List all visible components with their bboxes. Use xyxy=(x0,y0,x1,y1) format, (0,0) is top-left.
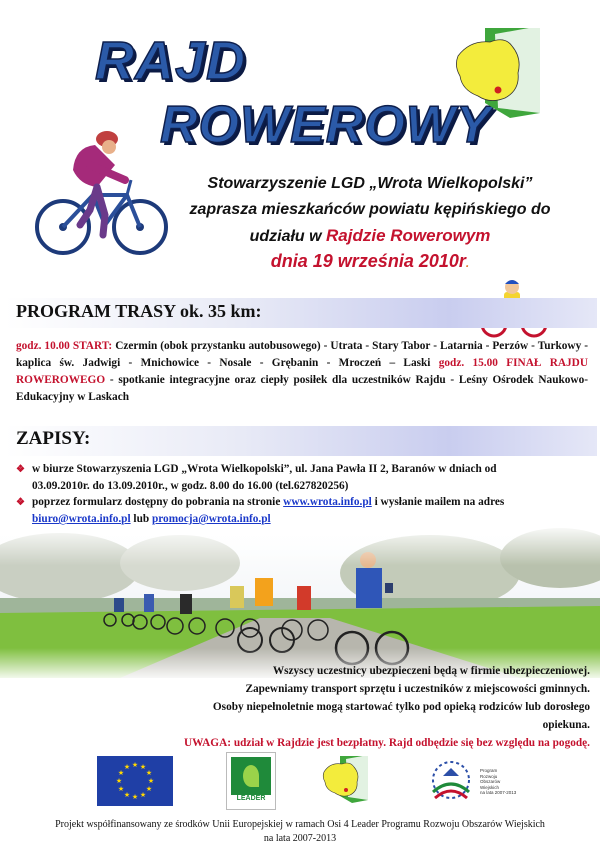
email-link-promocja[interactable]: promocja@wrota.info.pl xyxy=(151,513,271,525)
zapisy-header-bar xyxy=(5,426,597,456)
svg-text:★: ★ xyxy=(117,769,125,777)
invite-date-dot: . xyxy=(465,256,470,270)
svg-text:★: ★ xyxy=(145,785,153,793)
invite-line-3-prefix: udziału w xyxy=(249,228,327,245)
svg-text:★: ★ xyxy=(131,793,139,801)
info-line-3: Osoby niepełnoletnie mogą startować tylko pod opieką rodziców lub dorosłego opiekuna. xyxy=(212,701,590,731)
invite-block xyxy=(160,172,580,272)
prow-logo xyxy=(425,754,477,806)
title-line-1: RAJD xyxy=(95,31,247,91)
zapisy-item-1 xyxy=(16,461,588,494)
program-final-text: - spotkanie integracyjne oraz ciepły posiłek dla uczestników Rajdu - Leśny Ośrodek Naukowo-Edukacyjny w Laskach xyxy=(16,374,588,403)
prow-line-2: Rozwoju xyxy=(480,773,498,779)
email-join: lub xyxy=(130,513,152,525)
leader-logo xyxy=(226,752,276,810)
prow-line-4: Wiejskich xyxy=(480,784,500,790)
program-route-paragraph xyxy=(16,338,588,406)
svg-text:★: ★ xyxy=(131,761,139,769)
program-final-label: godz. 15.00 FINAŁ RAJDU ROWEROWEGO xyxy=(16,357,588,386)
info-line-2: Zapewniamy transport sprzętu i uczestników z miejscowości gminnych. xyxy=(245,683,590,695)
svg-text:★: ★ xyxy=(145,769,153,777)
invite-event-name: Rajdzie Rowerowym xyxy=(326,226,491,245)
info-line-1: Wszyscy uczestnicy ubezpieczeni będą w firmie ubezpieczeniowej. xyxy=(272,665,590,677)
svg-text:★: ★ xyxy=(123,763,131,771)
program-start-text: Czermin (obok przystanku autobusowego) - Utrata - Stary Tabor - Latarnia - Perzów - Turkowy - kaplica św. Jadwigi - Mnichowice - Nosale - Grębanin - Mroczeń – Laski xyxy=(16,340,588,369)
svg-text:★: ★ xyxy=(117,785,125,793)
zapisy-item-1-line-2: 03.09.2010r. do 13.09.2010r., w godz. 8.00 do 16.00 (tel.627820256) xyxy=(32,480,349,492)
prow-line-1: Program xyxy=(480,768,498,773)
info-line-warning: UWAGA: udział w Rajdzie jest bezpłatny. Rajd odbędzie się bez względu na pogodę. xyxy=(183,737,590,749)
wielkopolska-map-logo xyxy=(450,18,570,128)
program-heading: PROGRAM TRASY ok. 35 km: xyxy=(16,301,262,321)
prow-line-3: Obszarów xyxy=(480,779,501,784)
zapisy-item-2 xyxy=(16,494,588,527)
info-block xyxy=(180,662,590,752)
footer-line-2: na lata 2007-2013 xyxy=(263,833,337,844)
lgd-map-logo xyxy=(320,752,380,807)
svg-text:★: ★ xyxy=(123,791,131,799)
zapisy-item-2-prefix: poprzez formularz dostępny do pobrania na stronie xyxy=(32,496,284,508)
website-link[interactable]: www.wrota.info.pl xyxy=(283,496,372,508)
leaf-icon xyxy=(243,765,259,787)
title-line-2: ROWEROWY xyxy=(160,96,492,154)
invite-date: dnia 19 września 2010r xyxy=(270,251,466,271)
invite-line-1: Stowarzyszenie LGD „Wrota Wielkopolski” xyxy=(207,175,533,192)
footer-line-1: Projekt współfinansowany ze środków Unii Europejskiej w ramach Osi 4 Leader Programu Rozwoju Obszarów Wiejskich xyxy=(55,819,545,830)
zapisy-item-2-suffix: i wysłanie mailem na adres xyxy=(371,496,505,508)
leader-text: LEADER xyxy=(236,795,266,802)
svg-text:★: ★ xyxy=(115,777,123,785)
prow-line-5: na lata 2007-2013 xyxy=(480,790,517,795)
zapisy-heading: ZAPISY: xyxy=(16,428,91,449)
program-start-label: godz. 10.00 START: xyxy=(16,340,113,352)
bullet-diamond-icon: ❖ xyxy=(16,464,25,475)
svg-text:★: ★ xyxy=(139,791,147,799)
footer xyxy=(0,818,600,846)
invite-line-2: zaprasza mieszkańców powiatu kępińskiego do xyxy=(189,201,551,218)
svg-text:★: ★ xyxy=(147,777,155,785)
cyclists-photo xyxy=(0,528,600,678)
email-link-biuro[interactable]: biuro@wrota.info.pl xyxy=(32,513,131,525)
bullet-diamond-icon: ❖ xyxy=(16,497,25,508)
svg-text:★: ★ xyxy=(139,763,147,771)
cyclist-illustration xyxy=(35,125,170,260)
eu-flag-icon xyxy=(97,756,173,806)
zapisy-item-1-line-1: w biurze Stowarzyszenia LGD „Wrota Wielkopolski”, ul. Jana Pawła II 2, Baranów w dniach od xyxy=(32,463,497,475)
prow-text xyxy=(480,768,516,796)
